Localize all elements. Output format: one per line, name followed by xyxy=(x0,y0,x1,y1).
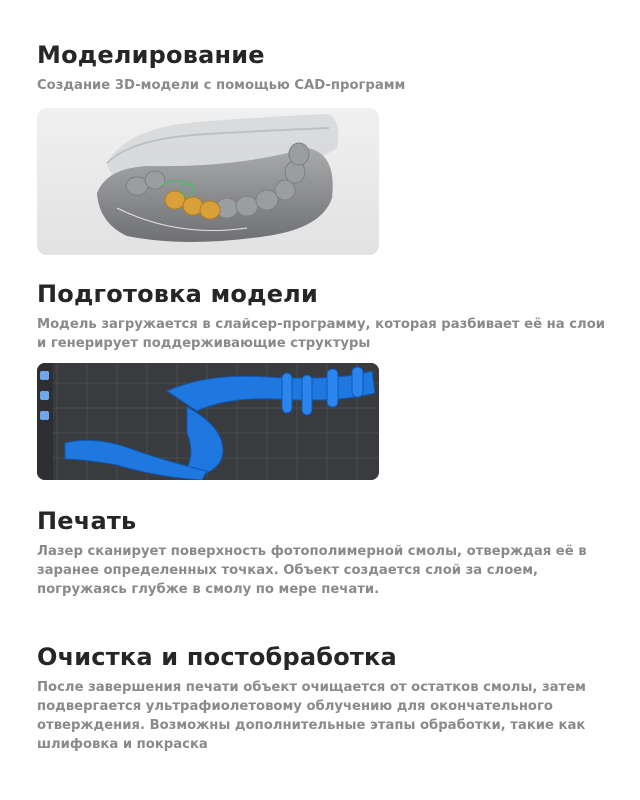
cad-model-image xyxy=(37,108,379,255)
section-model-preparation xyxy=(37,279,607,353)
section-printing xyxy=(37,506,607,599)
dental-cad-illustration xyxy=(37,108,379,255)
section-title: Очистка и постобработка xyxy=(37,643,397,671)
section-modeling xyxy=(37,40,607,95)
section-title: Печать xyxy=(37,507,137,535)
slicer-software-image xyxy=(37,363,379,480)
section-description: Создание 3D-модели с помощью CAD-программ xyxy=(37,78,406,93)
section-description: Лазер сканирует поверхность фотополимерной смолы, отверждая её в заранее определенных точках. Объект создается слой за слоем, погружаясь глубже в смолу по мере печати. xyxy=(37,544,587,597)
slicer-illustration xyxy=(37,363,379,480)
section-cleaning-postprocessing xyxy=(37,642,607,754)
toolbar-icons xyxy=(40,371,49,420)
section-title: Подготовка модели xyxy=(37,280,318,308)
section-description: После завершения печати объект очищается от остатков смолы, затем подвергается ультрафиолетовому облучению для окончательного отверждения. Возможны дополнительные этапы обработки, такие как шлифовка и покраска xyxy=(37,680,586,752)
section-description: Модель загружается в слайсер-программу, которая разбивает её на слои и генерирует поддерживающие структуры xyxy=(37,317,606,351)
section-title: Моделирование xyxy=(37,41,265,69)
